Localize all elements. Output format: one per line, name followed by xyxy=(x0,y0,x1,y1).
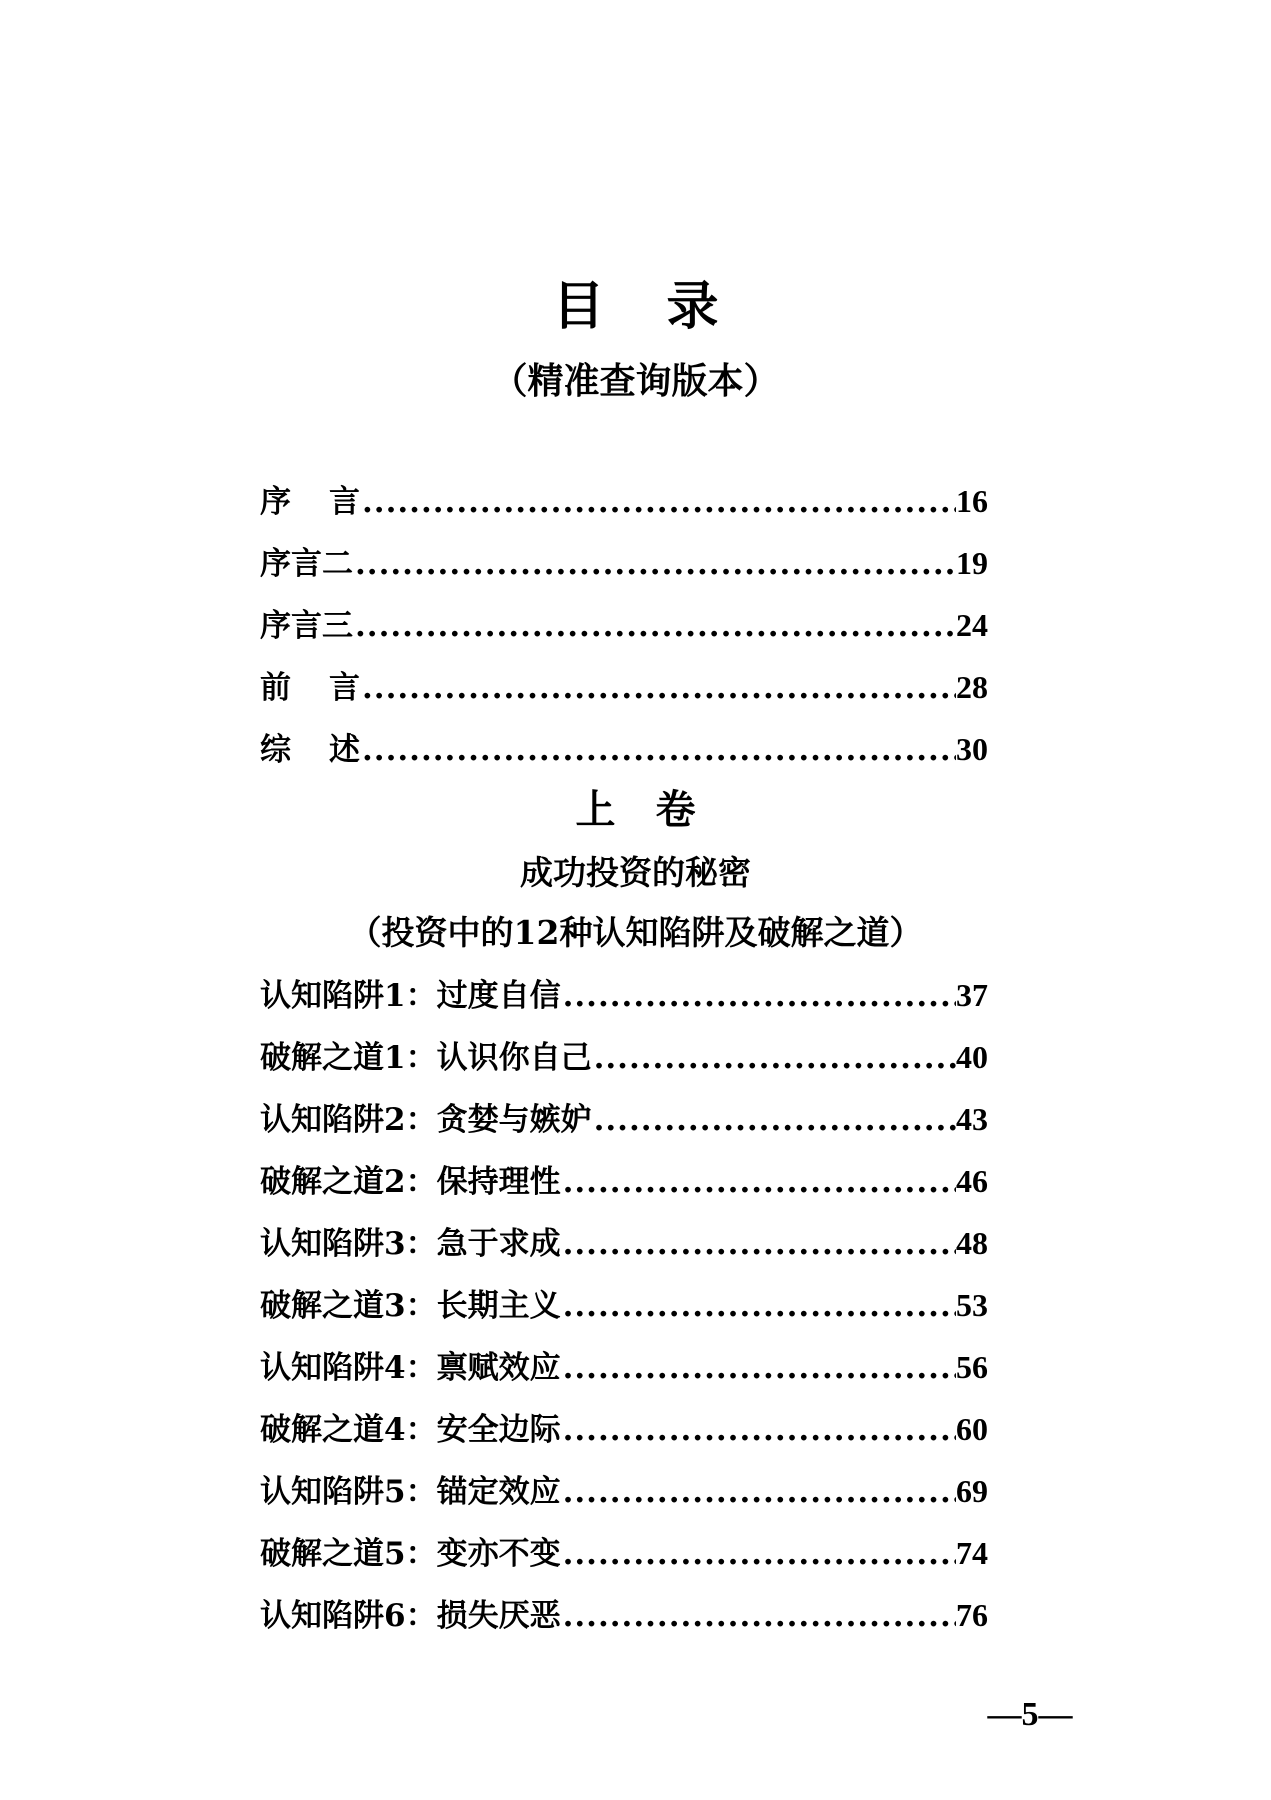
leader-dots xyxy=(561,1337,956,1399)
toc-entry-label: 综 述 xyxy=(260,732,360,768)
toc-entry-page: 16 xyxy=(956,483,988,519)
toc-entry xyxy=(260,1212,988,1274)
page-subtitle: （精准查询版本） xyxy=(491,360,780,402)
toc-entry-page: 60 xyxy=(956,1411,988,1447)
toc-entry-label: 破解之道3：长期主义 xyxy=(260,1288,561,1324)
toc-entry-page: 69 xyxy=(956,1473,988,1509)
toc-entry-label: 破解之道4：安全边际 xyxy=(260,1412,561,1448)
toc-entry-page: 53 xyxy=(956,1287,988,1323)
toc-entry-label: 序 言 xyxy=(260,484,360,520)
leader-dots xyxy=(360,471,956,533)
volume-title: 上卷 xyxy=(575,786,736,833)
leader-dots xyxy=(561,1585,956,1647)
toc-entry xyxy=(260,1026,988,1088)
toc-entry-label: 认知陷阱2：贪婪与嫉妒 xyxy=(260,1102,592,1138)
leader-dots xyxy=(561,965,956,1027)
leader-dots xyxy=(561,1275,956,1337)
leader-dots xyxy=(353,595,956,657)
leader-dots xyxy=(592,1089,956,1151)
toc-entry xyxy=(260,1088,988,1150)
toc-entry xyxy=(260,1584,988,1646)
toc-entry xyxy=(260,470,988,532)
toc-entry xyxy=(260,1336,988,1398)
toc-entry-page: 40 xyxy=(956,1039,988,1075)
toc-entry xyxy=(260,532,988,594)
toc-entry-label: 认知陷阱5：锚定效应 xyxy=(260,1474,561,1510)
leader-dots xyxy=(592,1027,956,1089)
leader-dots xyxy=(360,657,956,719)
leader-dots xyxy=(561,1461,956,1523)
front-matter-list xyxy=(260,470,988,780)
toc-entry xyxy=(260,1460,988,1522)
page-title xyxy=(0,272,1271,342)
chapter-list xyxy=(260,964,988,1646)
toc-entry-label: 序言二 xyxy=(260,546,353,582)
title-char-2: 录 xyxy=(666,276,781,337)
toc-entry-page: 37 xyxy=(956,977,988,1013)
toc-entry-label: 认知陷阱3：急于求成 xyxy=(260,1226,561,1262)
toc-entry-page: 30 xyxy=(956,731,988,767)
toc-entry-label: 破解之道2：保持理性 xyxy=(260,1164,561,1200)
leader-dots xyxy=(561,1523,956,1585)
page-number: —5— xyxy=(987,1696,1073,1733)
toc-entry-page: 56 xyxy=(956,1349,988,1385)
toc-entry-label: 序言三 xyxy=(260,608,353,644)
toc-entry-label: 认知陷阱6：损失厌恶 xyxy=(260,1598,561,1634)
toc-entry xyxy=(260,594,988,656)
leader-dots xyxy=(353,533,956,595)
title-char-1: 目 xyxy=(552,276,667,337)
toc-entry-page: 24 xyxy=(956,607,988,643)
toc-entry-label: 认知陷阱4：禀赋效应 xyxy=(260,1350,561,1386)
toc-entry xyxy=(260,964,988,1026)
toc-entry xyxy=(260,1150,988,1212)
leader-dots xyxy=(561,1151,956,1213)
toc-entry-page: 48 xyxy=(956,1225,988,1261)
toc-entry-label: 破解之道1：认识你自己 xyxy=(260,1040,592,1076)
toc-entry-page: 28 xyxy=(956,669,988,705)
leader-dots xyxy=(561,1213,956,1275)
leader-dots xyxy=(561,1399,956,1461)
toc-entry-page: 74 xyxy=(956,1535,988,1571)
volume-note: （投资中的12种认知陷阱及破解之道） xyxy=(348,913,923,952)
toc-entry xyxy=(260,718,988,780)
volume-subtitle: 成功投资的秘密 xyxy=(520,853,751,892)
toc-entry xyxy=(260,656,988,718)
leader-dots xyxy=(360,719,956,781)
toc-entry xyxy=(260,1398,988,1460)
toc-entry xyxy=(260,1274,988,1336)
toc-entry-page: 19 xyxy=(956,545,988,581)
toc-entry-page: 46 xyxy=(956,1163,988,1199)
toc-entry-label: 认知陷阱1：过度自信 xyxy=(260,978,561,1014)
toc-entry-label: 前 言 xyxy=(260,670,360,706)
toc-entry-page: 76 xyxy=(956,1597,988,1633)
toc-entry-label: 破解之道5：变亦不变 xyxy=(260,1536,561,1572)
toc-entry xyxy=(260,1522,988,1584)
toc-entry-page: 43 xyxy=(956,1101,988,1137)
